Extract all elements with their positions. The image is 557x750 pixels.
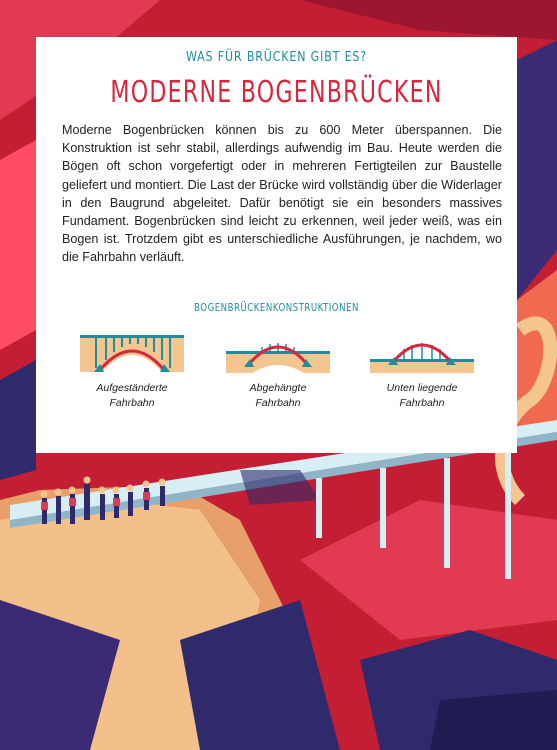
diagram-deck-above bbox=[80, 332, 184, 372]
caption-deck-below-line2: Fahrbahn bbox=[399, 397, 445, 409]
body-paragraph: Moderne Bogenbrücken können bis zu 600 Meter überspannen. Die Konstruktion ist sehr stabil, allerdings aufwendig im Bau. Heute werden die Bögen oft schon vorgefertigt oder in mehreren Fertigteilen zur Baustelle geliefert und montiert. Die Last der Brücke wird vollständig über die Widerlager in den Baugrund abgeleitet. Dafür benötigt sie ein besonders massives Fundament. Bogenbrücken sind leicht zu erkennen, weil jeder weiß, was ein Bogen ist. Trotzdem gibt es unterschiedliche Ausführungen, je nachdem, wo die Fahrbahn verläuft. bbox=[62, 123, 502, 265]
diagram-deck-below bbox=[370, 339, 474, 373]
caption-deck-below bbox=[352, 381, 492, 411]
caption-deck-above bbox=[62, 381, 202, 411]
caption-suspended-deck-line2: Fahrbahn bbox=[255, 397, 301, 409]
caption-suspended-deck-line1: Abgehängte bbox=[249, 382, 307, 394]
diagram-suspended-deck bbox=[226, 339, 330, 373]
info-card bbox=[36, 37, 517, 453]
page-title: MODERNE BOGENBRÜCKEN bbox=[110, 75, 443, 110]
caption-deck-above-line1: Aufgeständerte bbox=[96, 382, 168, 394]
caption-suspended-deck bbox=[208, 381, 348, 411]
section-heading: BOGENBRÜCKENKONSTRUKTIONEN bbox=[194, 302, 359, 314]
caption-deck-above-line2: Fahrbahn bbox=[109, 397, 155, 409]
kicker-heading: WAS FÜR BRÜCKEN GIBT ES? bbox=[185, 50, 368, 65]
caption-deck-below-line1: Unten liegende bbox=[386, 382, 458, 394]
